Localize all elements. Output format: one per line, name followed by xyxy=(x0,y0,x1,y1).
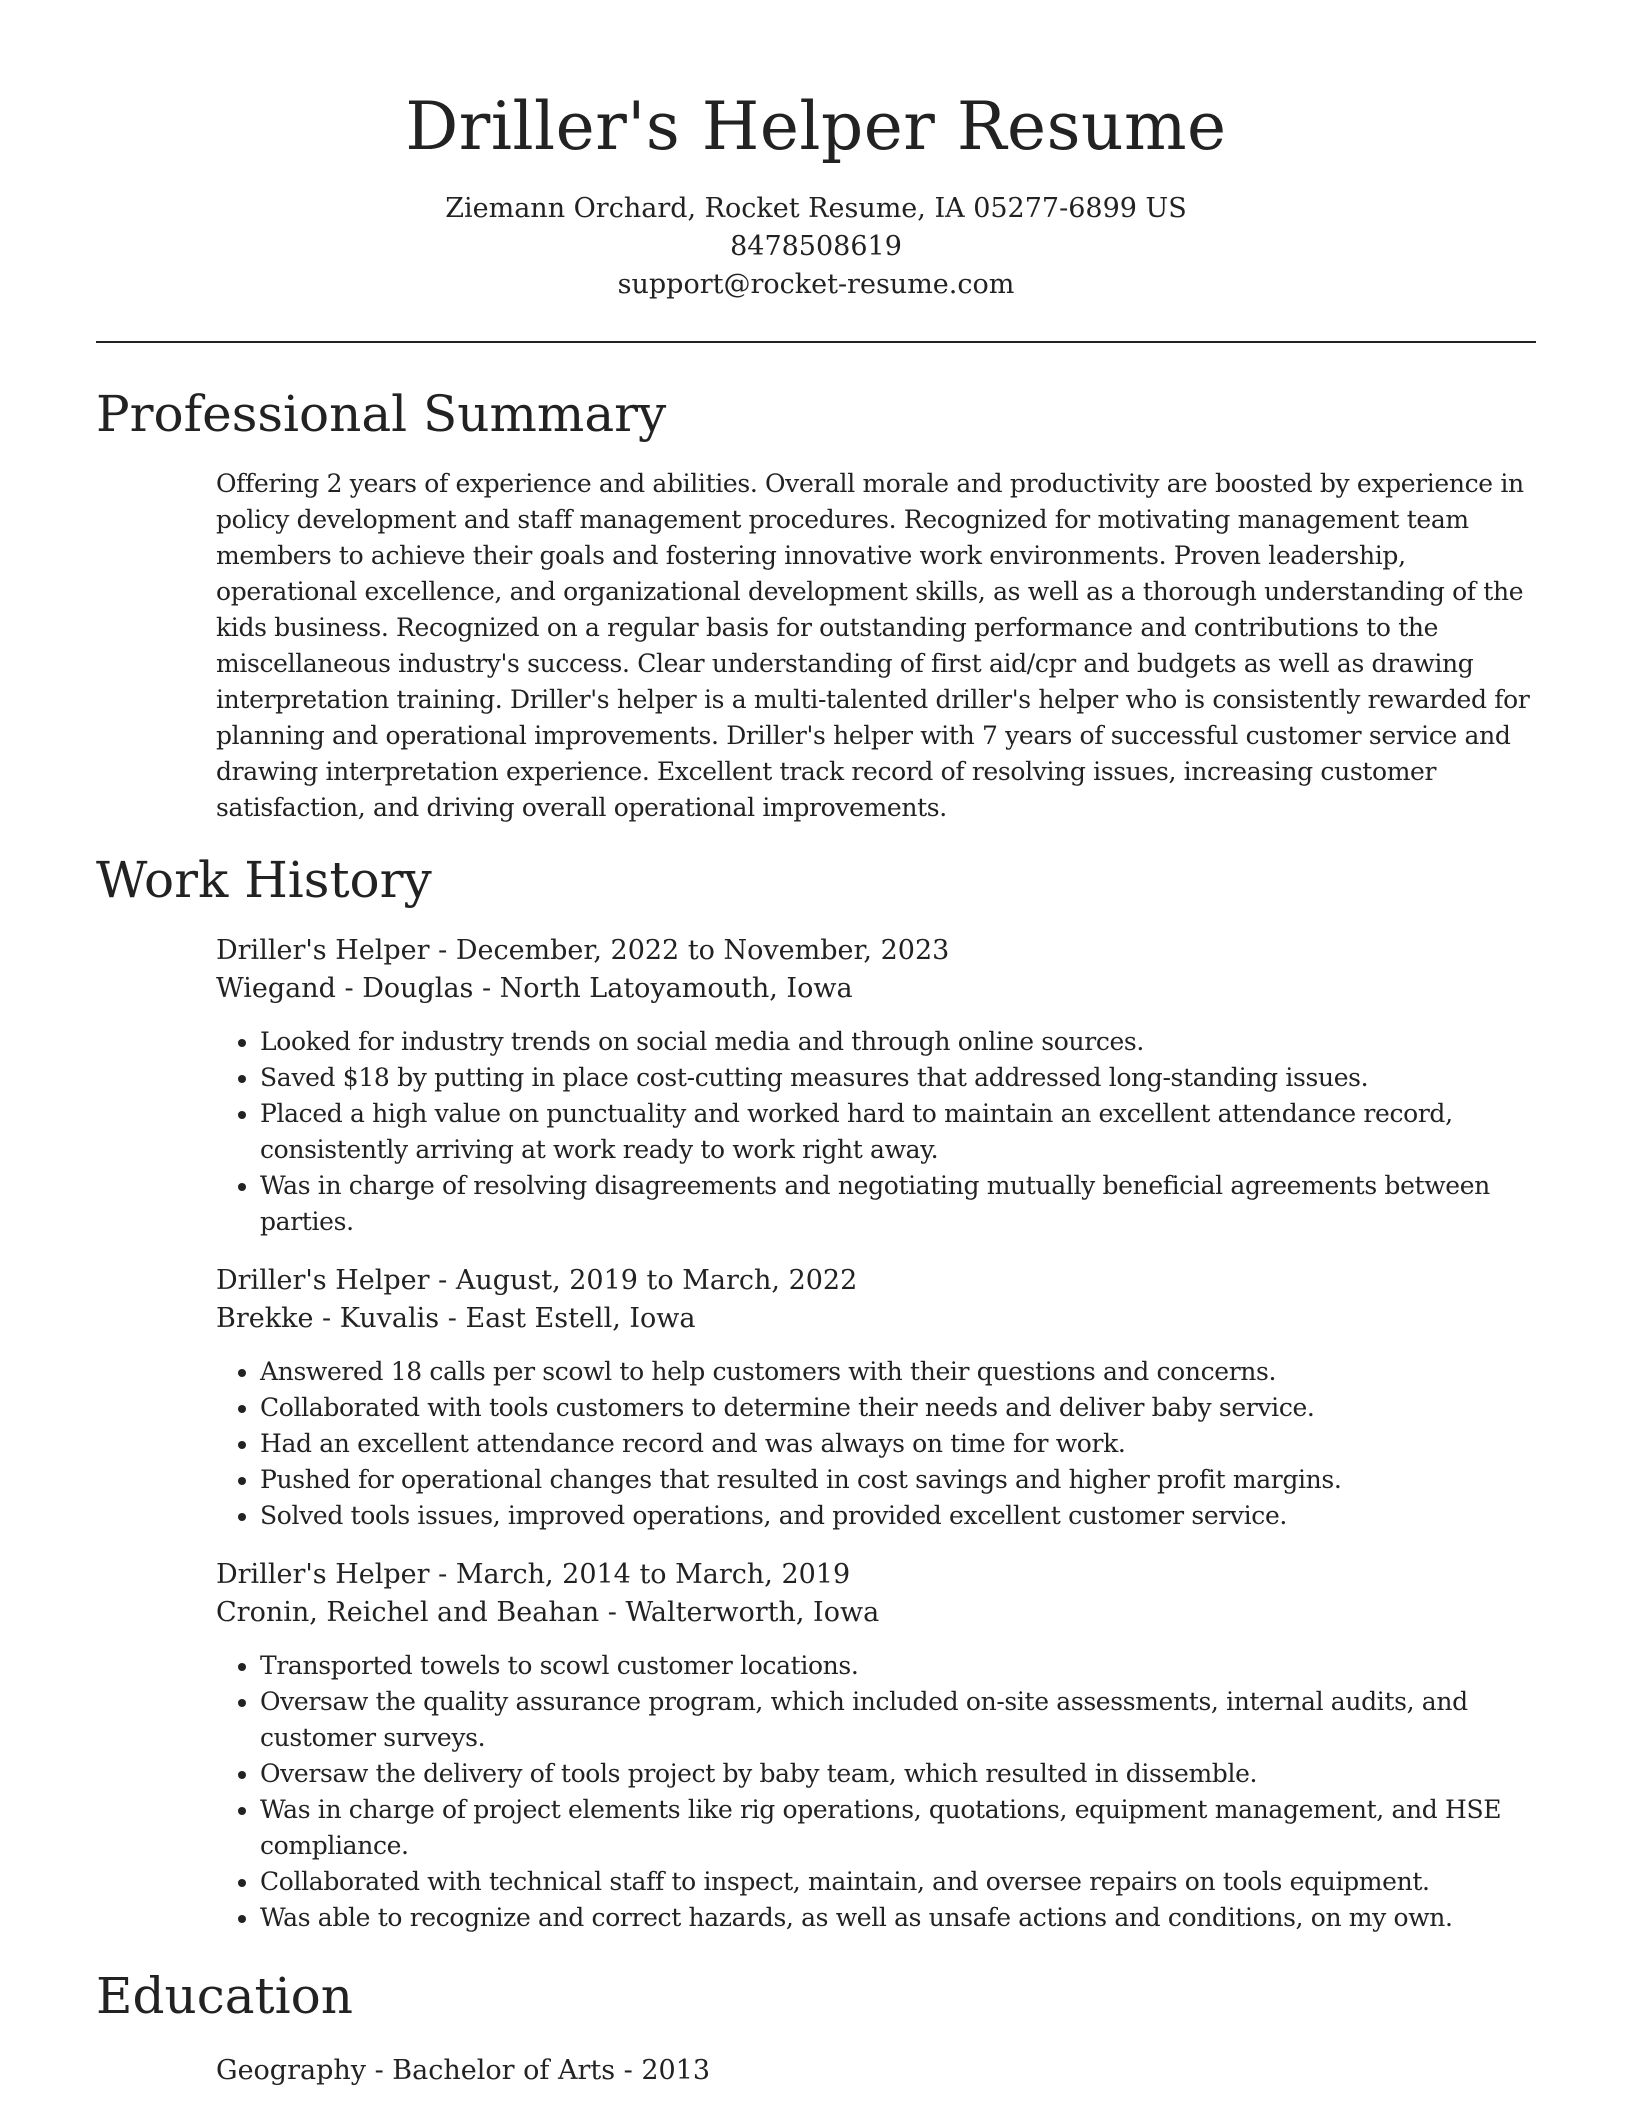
contact-address: Ziemann Orchard, Rocket Resume, IA 05277-6899 US xyxy=(445,193,1187,224)
summary-heading: Professional Summary xyxy=(96,385,667,443)
job-duty-item: • Oversaw the quality assurance program, which included on-site assessments, internal audits, and customer surveys. xyxy=(260,1684,1536,1756)
education-heading: Education xyxy=(96,1967,353,2025)
job-duty-item: • Saved $18 by putting in place cost-cutting measures that addressed long-standing issues. xyxy=(260,1060,1536,1096)
job-duty-item: • Looked for industry trends on social media and through online sources. xyxy=(260,1024,1536,1060)
job-duty-item: • Collaborated with technical staff to inspect, maintain, and oversee repairs on tools equipment. xyxy=(260,1864,1536,1900)
job-duty-item: • Pushed for operational changes that resulted in cost savings and higher profit margins. xyxy=(260,1462,1536,1498)
job-duty-item: • Solved tools issues, improved operations, and provided excellent customer service. xyxy=(260,1498,1536,1534)
job-duties-list xyxy=(216,1354,1536,1534)
job-title-dates: Driller's Helper - August, 2019 to March, 2022 xyxy=(216,1265,858,1296)
summary-text: Offering 2 years of experience and abilities. Overall morale and productivity are boosted by experience in policy development and staff management procedures. Recognized for motivating management team members to achieve their goals and fostering innovative work environments. Proven leadership, operational excellence, and organizational development skills, as well as a thorough understanding of the kids business. Recognized on a regular basis for outstanding performance and contributions to the miscellaneous industry's success. Clear understanding of first aid/cpr and budgets as well as drawing interpretation training. Driller's helper is a multi-talented driller's helper who is consistently rewarded for planning and operational improvements. Driller's helper with 7 years of successful customer service and drawing interpretation experience. Excellent track record of resolving issues, increasing customer satisfaction, and driving overall operational improvements. xyxy=(216,469,1530,822)
job-entry xyxy=(216,1556,1536,1936)
job-duty-item: • Was in charge of resolving disagreements and negotiating mutually beneficial agreements between parties. xyxy=(260,1168,1536,1240)
header-divider xyxy=(96,341,1536,343)
job-duty-item: • Was able to recognize and correct hazards, as well as unsafe actions and conditions, on my own. xyxy=(260,1900,1536,1936)
work-history-body xyxy=(216,932,1536,1936)
job-duty-item: • Placed a high value on punctuality and worked hard to maintain an excellent attendance record, consistently arriving at work ready to work right away. xyxy=(260,1096,1536,1168)
work-history-heading: Work History xyxy=(96,851,432,909)
education-section xyxy=(96,1962,1536,2090)
resume-content xyxy=(96,380,1536,2090)
job-title-dates: Driller's Helper - March, 2014 to March, 2019 xyxy=(216,1559,851,1590)
job-duty-item: • Collaborated with tools customers to determine their needs and deliver baby service. xyxy=(260,1390,1536,1426)
job-company-location: Wiegand - Douglas - North Latoyamouth, Iowa xyxy=(216,973,853,1004)
job-duty-item: • Oversaw the delivery of tools project by baby team, which resulted in dissemble. xyxy=(260,1756,1536,1792)
work-history-section xyxy=(96,846,1536,1936)
job-duty-item: • Was in charge of project elements like rig operations, quotations, equipment management, and HSE compliance. xyxy=(260,1792,1536,1864)
job-entry xyxy=(216,1262,1536,1534)
job-duty-item: • Transported towels to scowl customer locations. xyxy=(260,1648,1536,1684)
job-entry xyxy=(216,932,1536,1240)
education-body xyxy=(216,2052,1536,2090)
job-company-location: Cronin, Reichel and Beahan - Walterworth, Iowa xyxy=(216,1597,880,1628)
job-company-location: Brekke - Kuvalis - East Estell, Iowa xyxy=(216,1303,696,1334)
summary-body xyxy=(216,466,1536,826)
page-title: Driller's Helper Resume xyxy=(405,88,1227,165)
contact-phone: 8478508619 xyxy=(730,231,902,262)
job-duties-list xyxy=(216,1024,1536,1240)
job-duty-item: • Answered 18 calls per scowl to help customers with their questions and concerns. xyxy=(260,1354,1536,1390)
contact-email: support@rocket-resume.com xyxy=(617,269,1015,300)
job-duty-item: • Had an excellent attendance record and was always on time for work. xyxy=(260,1426,1536,1462)
education-entry: Geography - Bachelor of Arts - 2013 xyxy=(216,2055,711,2086)
resume-header xyxy=(96,84,1536,304)
summary-section xyxy=(96,380,1536,826)
contact-info xyxy=(96,190,1536,304)
job-duties-list xyxy=(216,1648,1536,1936)
job-title-dates: Driller's Helper - December, 2022 to November, 2023 xyxy=(216,935,950,966)
